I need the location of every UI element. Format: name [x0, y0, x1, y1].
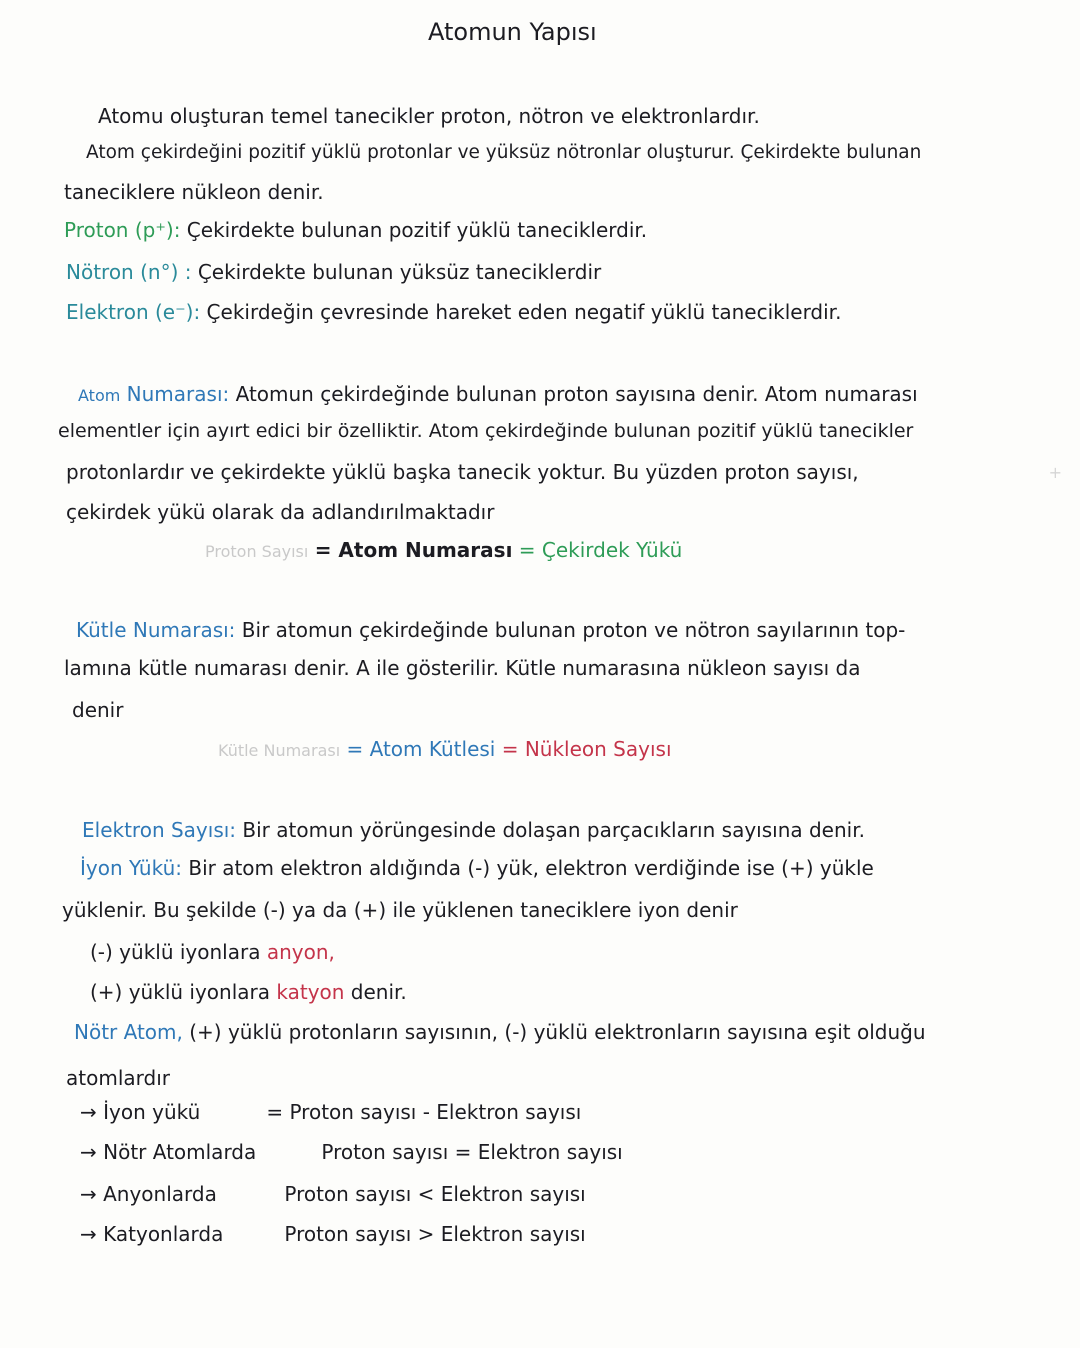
cation-line: [90, 980, 407, 1004]
rule-row: [80, 1222, 586, 1246]
intro-line-2: Atom çekirdeğini pozitif yüklü protonlar ve yüksüz nötronlar oluşturur. Çekirdekte bulunan: [86, 142, 922, 163]
formula-atom-numarasi: = Atom Numarası: [314, 538, 513, 562]
rule-left: → Katyonlarda: [80, 1222, 224, 1246]
neutron-desc: Çekirdekte bulunan yüksüz taneciklerdir: [197, 260, 602, 284]
neutral-atom-line-2: atomlardır: [66, 1066, 170, 1090]
rule-left: → İyon yükü: [80, 1100, 201, 1124]
atom-number-formula: [205, 538, 682, 562]
rule-left: → Nötr Atomlarda: [80, 1140, 257, 1164]
page-title: Atomun Yapısı: [428, 18, 597, 46]
mass-number-line-3: denir: [72, 698, 124, 722]
electron-count-text: Bir atomun yörüngesinde dolaşan parçacıkların sayısına denir.: [242, 818, 865, 842]
proton-term: Proton (p⁺):: [64, 218, 181, 242]
atom-number-text-1: Atomun çekirdeğinde bulunan proton sayısına denir. Atom numarası: [235, 382, 918, 406]
margin-marks: +: [1048, 463, 1062, 482]
mass-number-line-2: lamına kütle numarası denir. A ile gösterilir. Kütle numarasına nükleon sayısı da: [64, 656, 861, 680]
ion-charge-line-1: [80, 856, 874, 880]
ion-charge-line-2: yüklenir. Bu şekilde (-) ya da (+) ile yüklenen taneciklere iyon denir: [62, 898, 738, 922]
particle-electron: [66, 300, 841, 324]
formula-cekirdek-yuku: = Çekirdek Yükü: [518, 538, 683, 562]
anion-line: [90, 940, 335, 964]
mass-number-line-1: [76, 618, 905, 642]
atom-number-label-prefix: Atom: [78, 386, 121, 405]
rule-row: [80, 1140, 623, 1164]
electron-term: Elektron (e⁻):: [66, 300, 201, 324]
neutron-term: Nötron (n°) :: [66, 260, 192, 284]
intro-line-3: taneciklere nükleon denir.: [64, 180, 324, 204]
rule-right: = Proton sayısı - Elektron sayısı: [266, 1100, 582, 1124]
atom-number-line-2: elementler için ayırt edici bir özelliktir. Atom çekirdeğinde bulunan pozitif yüklü tanecikler: [58, 420, 914, 442]
formula-kutle-numarasi: Kütle Numarası: [218, 741, 341, 760]
ion-charge-text-1: Bir atom elektron aldığında (-) yük, elektron verdiğinde ise (+) yükle: [188, 856, 874, 880]
mass-number-label: Kütle Numarası:: [76, 618, 236, 642]
rule-right: Proton sayısı = Elektron sayısı: [321, 1140, 623, 1164]
mass-number-formula: [218, 737, 672, 761]
rule-right: Proton sayısı > Elektron sayısı: [284, 1222, 586, 1246]
atom-number-line-4: çekirdek yükü olarak da adlandırılmaktadır: [66, 500, 495, 524]
rule-right: Proton sayısı < Elektron sayısı: [284, 1182, 586, 1206]
rule-left: → Anyonlarda: [80, 1182, 217, 1206]
intro-line-1: Atomu oluşturan temel tanecikler proton, nötron ve elektronlardır.: [98, 104, 760, 128]
atom-number-line-1: [78, 382, 918, 406]
neutral-atom-line-1: [74, 1020, 926, 1044]
particle-neutron: [66, 260, 601, 284]
electron-desc: Çekirdeğin çevresinde hareket eden negatif yüklü taneciklerdir.: [206, 300, 842, 324]
proton-desc: Çekirdekte bulunan pozitif yüklü taneciklerdir.: [186, 218, 648, 242]
electron-count-line: [82, 818, 865, 842]
atom-number-line-3: protonlardır ve çekirdekte yüklü başka tanecik yoktur. Bu yüzden proton sayısı,: [66, 460, 859, 484]
neutral-atom-text-1: (+) yüklü protonların sayısının, (-) yüklü elektronların sayısına eşit olduğu: [189, 1020, 926, 1044]
rule-row: [80, 1100, 581, 1124]
ion-charge-label: İyon Yükü:: [80, 856, 182, 880]
cation-pre: (+) yüklü iyonlara: [90, 980, 270, 1004]
anion-term: anyon,: [266, 940, 335, 964]
neutral-atom-label: Nötr Atom,: [74, 1020, 183, 1044]
formula-atom-kutlesi: = Atom Kütlesi: [346, 737, 496, 761]
mass-number-text-1: Bir atomun çekirdeğinde bulunan proton ve nötron sayılarının top-: [241, 618, 906, 642]
cation-term: katyon: [276, 980, 345, 1004]
cation-post: denir.: [350, 980, 407, 1004]
formula-nukleon-sayisi: = Nükleon Sayısı: [501, 737, 672, 761]
atom-number-label: Numarası:: [126, 382, 230, 406]
anion-pre: (-) yüklü iyonlara: [90, 940, 261, 964]
rule-row: [80, 1182, 586, 1206]
particle-proton: [64, 218, 647, 242]
electron-count-label: Elektron Sayısı:: [82, 818, 237, 842]
formula-proton-sayisi: Proton Sayısı: [205, 542, 309, 561]
